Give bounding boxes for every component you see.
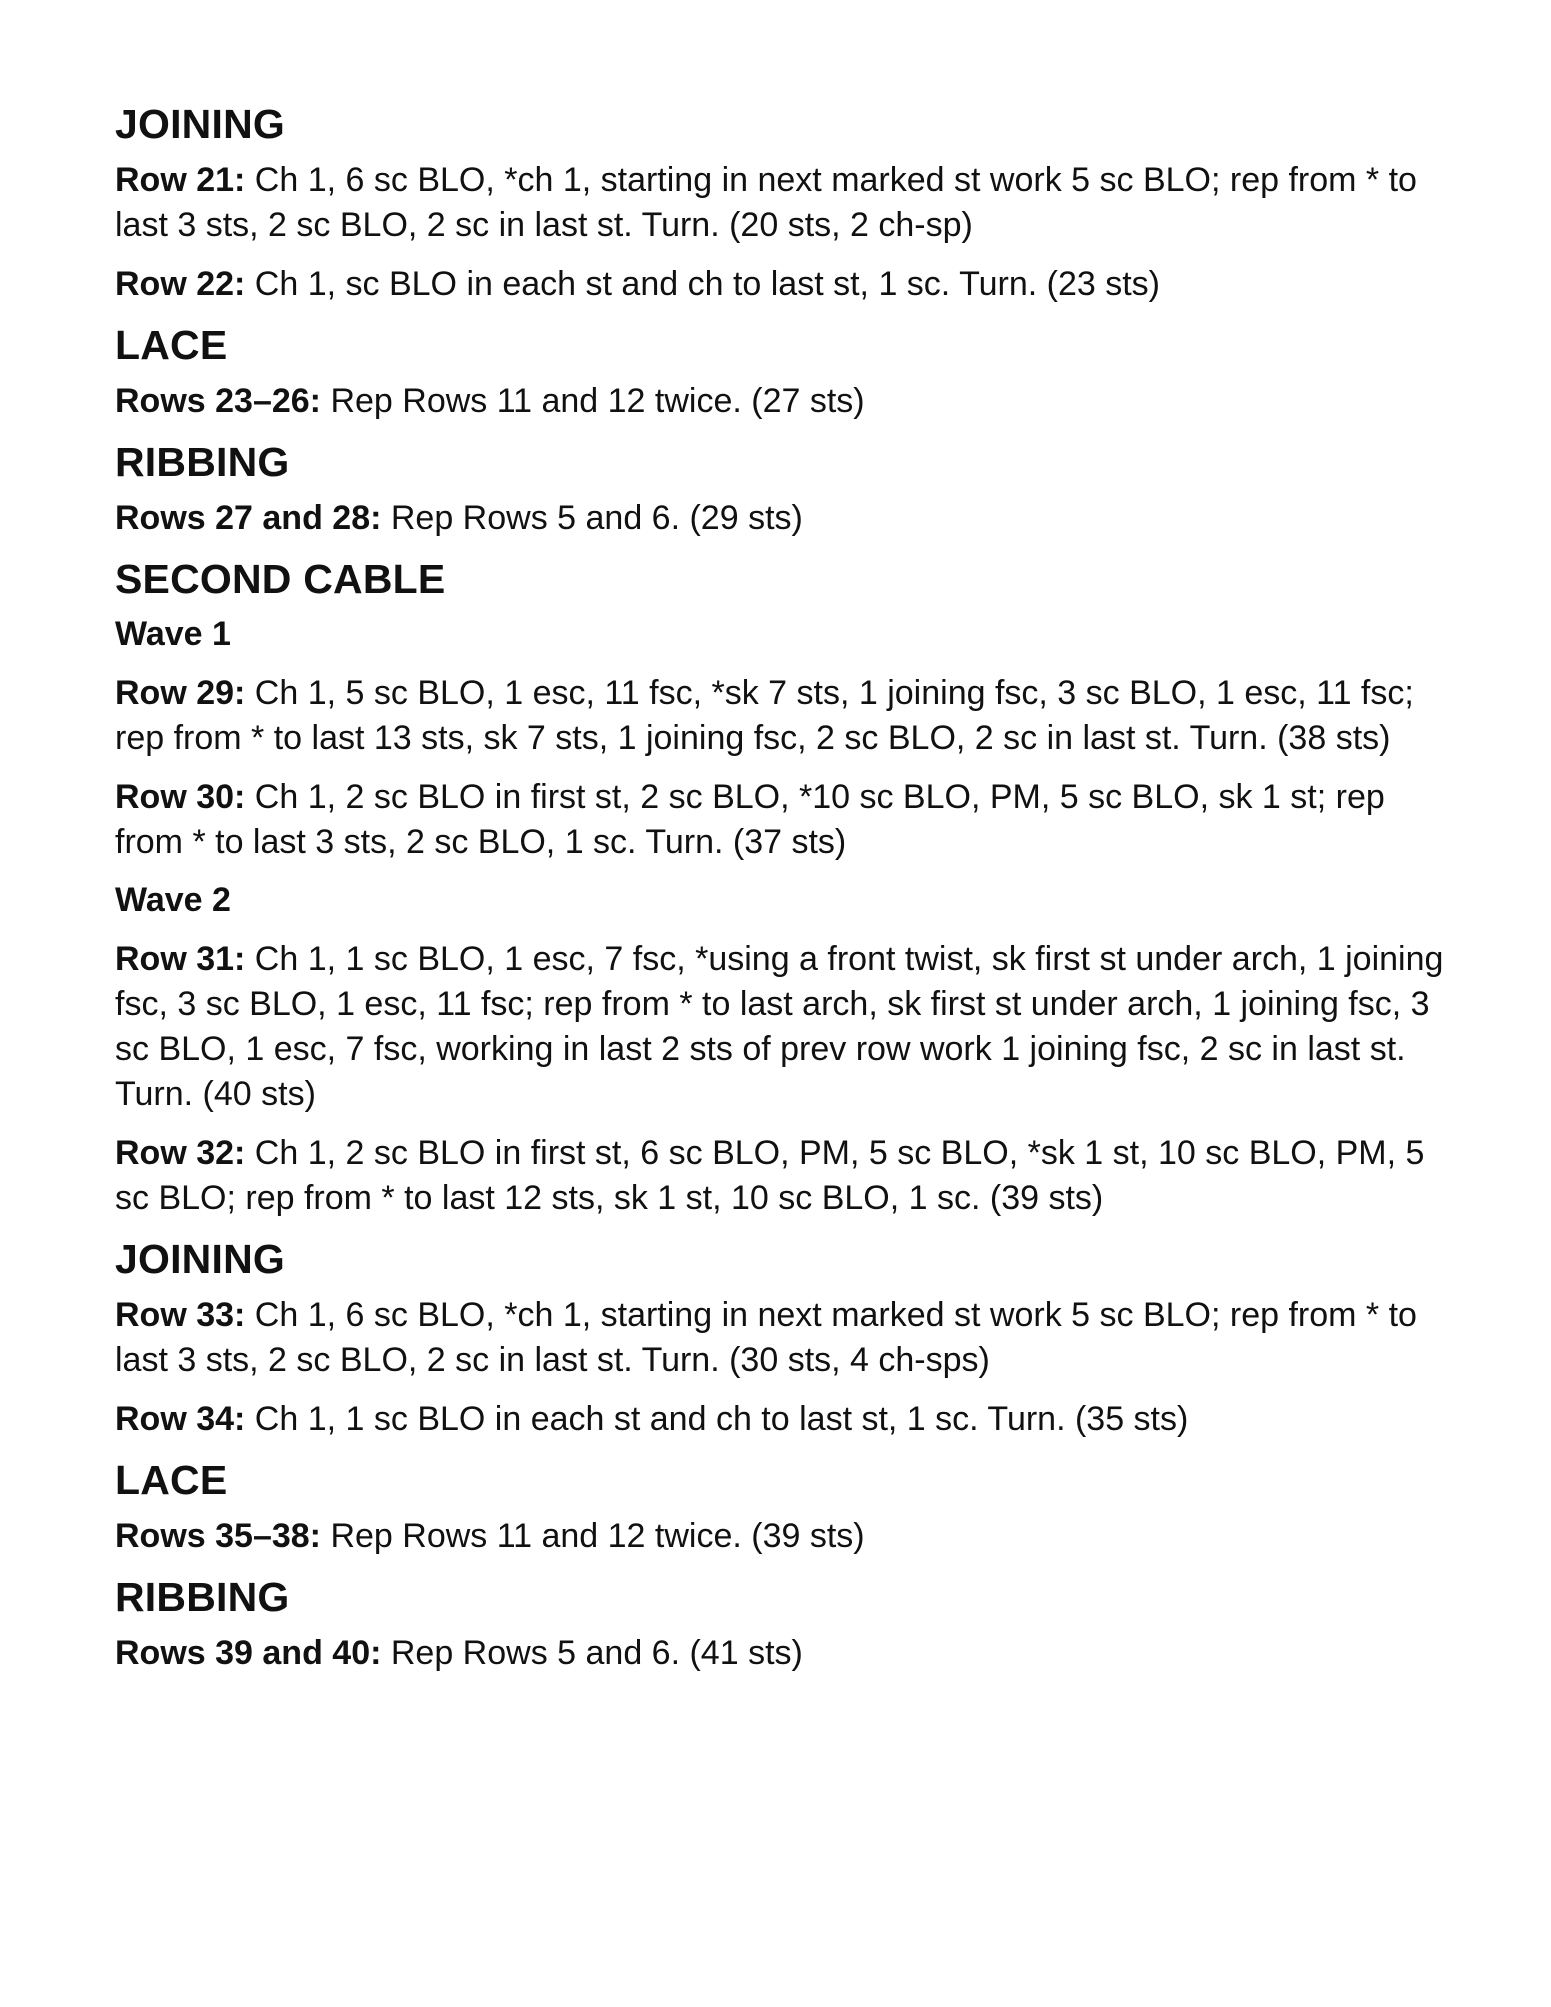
row-text: Rep Rows 11 and 12 twice. (39 sts): [321, 1517, 865, 1555]
row-text: Ch 1, sc BLO in each st and ch to last st, 1 sc. Turn. (23 sts): [245, 265, 1160, 303]
row-text: Ch 1, 6 sc BLO, *ch 1, starting in next marked st work 5 sc BLO; rep from * to last 3 sts, 2 sc BLO, 2 sc in last st. Turn. (20 sts, 2 ch-sp): [115, 161, 1417, 244]
row-30: [115, 775, 1445, 865]
row-text: Ch 1, 5 sc BLO, 1 esc, 11 fsc, *sk 7 sts, 1 joining fsc, 3 sc BLO, 1 esc, 11 fsc; rep from * to last 13 sts, sk 7 sts, 1 joining fsc, 2 sc BLO, 2 sc in last st. Turn. (38 sts): [115, 674, 1414, 757]
row-text: Rep Rows 5 and 6. (41 sts): [381, 1634, 803, 1672]
row-label: Row 22:: [115, 265, 246, 303]
row-34: [115, 1397, 1445, 1442]
section-heading-ribbing: RIBBING: [115, 439, 290, 485]
sub-heading-wave-2: Wave 2: [115, 881, 231, 919]
row-text: Ch 1, 2 sc BLO in first st, 6 sc BLO, PM, 5 sc BLO, *sk 1 st, 10 sc BLO, PM, 5 sc BLO; rep from * to last 12 sts, sk 1 st, 10 sc BLO, 1 sc. (39 sts): [115, 1134, 1425, 1217]
section-heading-ribbing-2: RIBBING: [115, 1574, 290, 1620]
row-21: [115, 158, 1445, 248]
row-31: [115, 937, 1445, 1117]
row-label: Row 33:: [115, 1296, 246, 1334]
row-label: Rows 35–38:: [115, 1517, 321, 1555]
row-label: Row 31:: [115, 940, 246, 978]
section-heading-second-cable: SECOND CABLE: [115, 556, 446, 602]
row-text: Ch 1, 2 sc BLO in first st, 2 sc BLO, *10 sc BLO, PM, 5 sc BLO, sk 1 st; rep from * to last 3 sts, 2 sc BLO, 1 sc. Turn. (37 sts): [115, 778, 1385, 861]
row-label: Rows 23–26:: [115, 382, 321, 420]
row-text: Ch 1, 1 sc BLO in each st and ch to last st, 1 sc. Turn. (35 sts): [245, 1400, 1189, 1438]
row-text: Ch 1, 1 sc BLO, 1 esc, 7 fsc, *using a front twist, sk first st under arch, 1 joining fsc, 3 sc BLO, 1 esc, 11 fsc; rep from * to last arch, sk first st under arch, 1 joining fsc, 3 sc BLO, 1 esc, 7 fsc, working in last 2 sts of prev row work 1 joining fsc, 2 sc in last st. Turn. (40 sts): [115, 940, 1444, 1113]
row-32: [115, 1131, 1445, 1221]
pattern-page: [115, 100, 1445, 1690]
row-text: Ch 1, 6 sc BLO, *ch 1, starting in next marked st work 5 sc BLO; rep from * to last 3 sts, 2 sc BLO, 2 sc in last st. Turn. (30 sts, 4 ch-sps): [115, 1296, 1417, 1379]
row-label: Rows 27 and 28:: [115, 499, 382, 537]
row-label: Row 29:: [115, 674, 246, 712]
rows-23-26: [115, 379, 1445, 424]
row-label: Row 32:: [115, 1134, 246, 1172]
section-heading-lace-2: LACE: [115, 1457, 228, 1503]
section-heading-lace: LACE: [115, 322, 228, 368]
section-heading-joining: JOINING: [115, 101, 285, 147]
row-label: Row 21:: [115, 161, 246, 199]
row-label: Row 34:: [115, 1400, 246, 1438]
row-29: [115, 671, 1445, 761]
row-text: Rep Rows 5 and 6. (29 sts): [381, 499, 803, 537]
row-33: [115, 1293, 1445, 1383]
rows-35-38: [115, 1514, 1445, 1559]
row-text: Rep Rows 11 and 12 twice. (27 sts): [321, 382, 865, 420]
row-label: Rows 39 and 40:: [115, 1634, 382, 1672]
sub-heading-wave-1: Wave 1: [115, 615, 231, 653]
row-22: [115, 262, 1445, 307]
rows-39-40: [115, 1631, 1445, 1676]
section-heading-joining-2: JOINING: [115, 1236, 285, 1282]
rows-27-28: [115, 496, 1445, 541]
row-label: Row 30:: [115, 778, 246, 816]
